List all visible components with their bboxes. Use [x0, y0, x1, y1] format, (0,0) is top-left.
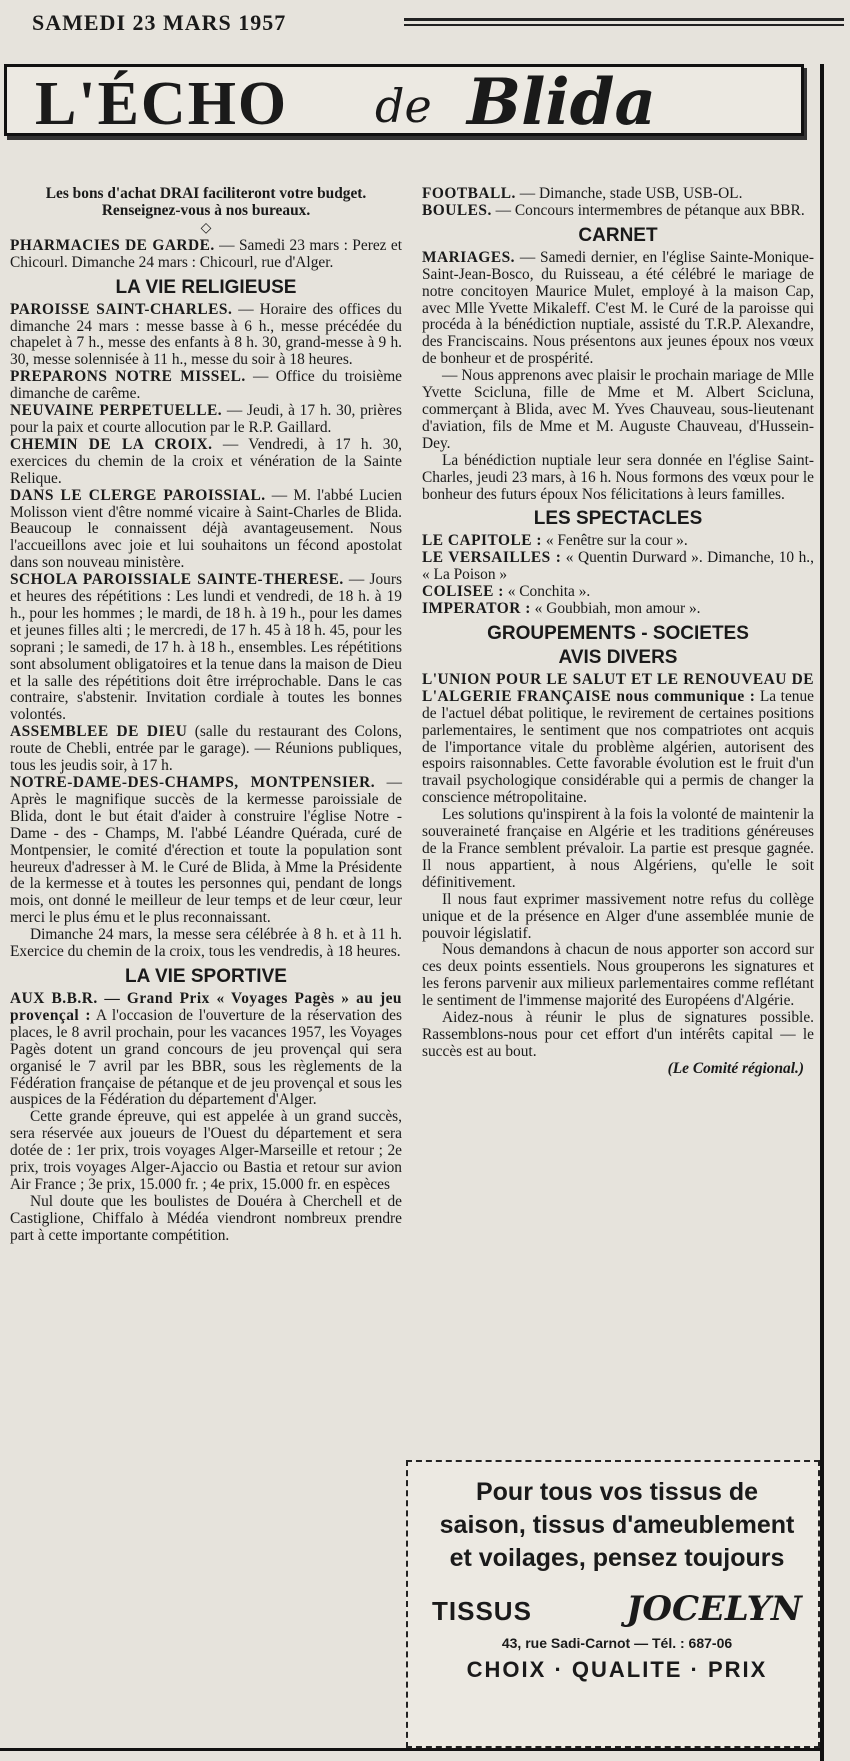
ad-address: 43, rue Sadi-Carnot — Tél. : 687-06: [501, 1635, 733, 1651]
masthead: [4, 64, 804, 140]
carnet-mariages: MARIAGES. — Samedi dernier, en l'église Sainte-Monique-Saint-Jean-Bosco, du Ruisseau, a été célébré le mariage de notre concitoyen Maurice Mulet, employé à la maison Cap, avec Mlle Yvette Mikaleff. C'est M. le Curé de la paroisse qui procéda à la bénédiction nuptiale, assisté du T.R.P. Alexandre, des Franciscains. Nous présentons aux jeunes époux nos vœux de bonheur et de prospérité.: [422, 248, 814, 368]
article-assemblee: ASSEMBLEE DE DIEU (salle du restaurant des Colons, route de Chebli, entrée par le garage). — Réunions publiques, tous les jeudis soir, à 17 h.: [10, 723, 402, 775]
communique-demande: Nous demandons à chacun de nous apporter son accord sur ces deux points essentiels. Nous grouperons les signatures et les ferons parvenir aux milieux parlementaires comme reflétant le sentiment de l'immense majorité des Européens d'Algérie.: [422, 941, 814, 1010]
communique-signature: (Le Comité régional.): [667, 1059, 804, 1077]
ad-inner: [432, 1476, 802, 1683]
communique-aidez: Aidez-nous à réunir le plus de signatures possible. Rassemblons-nous pour cet effort d'un intérêts capital — le succès est au bout.: [422, 1009, 814, 1060]
article-missel: PREPARONS NOTRE MISSEL. — Office du troisième dimanche de carême.: [10, 368, 402, 403]
spectacle-colisee: COLISEE : « Conchita ».: [422, 583, 591, 601]
ad-headline: Pour tous vos tissus de saison, tissus d'ameublement et voilages, pensez toujours: [439, 1478, 795, 1572]
article-schola: SCHOLA PAROISSIALE SAINTE-THERESE. — Jours et heures des répétitions : Les lundi et vendredi, de 18 h. à 19 h., pour les hommes ; le mardi, de 18 h. à 19 h., pour les dames et jeunes filles alti ; le mercredi, de 17 h. 45 à 18 h. 45, pour les soprani ; le samedi, de 17 h. à 18 h., ensembles. Les répétitions sont absolument obligatoires et la tenue dans la maison de Dieu et la salle des répétitions doit être irréprochable. Dans le cas contraire, s'abstenir. Invitation cordiale à toutes les bonnes volontés.: [10, 571, 402, 724]
article-dimanche: Dimanche 24 mars, la messe sera célébrée à 8 h. et à 11 h. Exercice du chemin de la croix, tous les vendredis, à 18 heures.: [10, 926, 402, 961]
drai-notice: Les bons d'achat DRAI faciliteront votre budget. Renseignez-vous à nos bureaux.: [45, 185, 367, 219]
dateline: SAMEDI 23 MARS 1957: [32, 10, 287, 35]
masthead-de: de: [375, 79, 432, 133]
article-paroisse: PAROISSE SAINT-CHARLES. — Horaire des offices du dimanche 24 mars : messe basse à 6 h., messe précédée du chapelet à 7 h., messe des enfants à 8 h. 30, grand-messe à 9 h. 30, messe solennisée à 11 h., messe du soir à 18 heures.: [10, 300, 402, 369]
ad-brand-jocelyn: JOCELYN: [626, 1589, 802, 1629]
section-spectacles: LES SPECTACLES: [533, 508, 703, 530]
pharmacies: PHARMACIES DE GARDE. — Samedi 23 mars : Perez et Chicourl. Dimanche 24 mars : Chicourl, rue d'Alger.: [10, 236, 402, 271]
diamond-ornament: ◇: [200, 220, 212, 236]
spectacle-imperator: IMPERATOR : « Goubbiah, mon amour ».: [422, 600, 701, 618]
article-bbr: AUX B.B.R. — Grand Prix « Voyages Pagès » au jeu provençal : A l'occasion de l'ouverture de la réservation des places, le 8 avril prochain, pour les vacances 1957, les Voyages Pagès dotent un grand concours de jeu provençal qui sera organisé le 7 avril par les BBR, sous les règlements de la Fédération française de pétanque et de jeu provençal et sous les auspices de la Fédération du département d'Alger.: [10, 989, 403, 1109]
article-clerge: DANS LE CLERGE PAROISSIAL. — M. l'abbé Lucien Molisson vient d'être nommé vicaire à Saint-Charles de Blida. Beaucoup le connaissent déjà avantageusement. Nous l'accueillons avec joie et lui souhaitons un fécond apostolat dans son nouveau ministère.: [10, 486, 402, 572]
ad-brand: [432, 1589, 802, 1629]
pharmacies-title: PHARMACIES DE GARDE.: [10, 236, 215, 254]
section-groupements: GROUPEMENTS - SOCIETES: [487, 622, 749, 644]
spectacle-versailles: LE VERSAILLES : « Quentin Durward ». Dimanche, 10 h., « La Poison »: [422, 549, 814, 584]
section-vie-sportive: LA VIE SPORTIVE: [125, 965, 287, 987]
article-boulistes: Nul doute que les boulistes de Douéra à Cherchell et de Castiglione, Chiffalo à Médéa viendront nombreux prendre part à cette importante compétition.: [10, 1192, 402, 1244]
spectacle-capitole: LE CAPITOLE : « Fenêtre sur la cour ».: [422, 532, 688, 550]
article-neuvaine: NEUVAINE PERPETUELLE. — Jeudi, à 17 h. 30, prières pour la paix et courte allocution par le R.P. Gaillard.: [10, 402, 402, 436]
ad-tagline: CHOIX · QUALITE · PRIX: [466, 1657, 768, 1682]
carnet-benediction: La bénédiction nuptiale leur sera donnée en l'église Saint-Charles, jeudi 23 mars, à 16 h. Nous formons des vœux pour le bonheur des futurs époux Nos félicitations à leurs familles.: [422, 451, 814, 503]
article-notre-dame: NOTRE-DAME-DES-CHAMPS, MONTPENSIER. — Après le magnifique succès de la kermesse paroissiale de Blida, dont le but était d'aider à construire l'église Notre - Dame - des - Champs, M. l'abbé Léandre Quérada, curé de Montpensier, le comité d'érection et toute la population sont heureux d'adresser à M. le Curé de Blida, à Mme la Présidente de la kermesse et à toutes les personnes qui, pendant de longs mois, ont donné le meilleur de leur temps et de leur cœur, leur merci le plus ému et le plus reconnaissant.: [10, 774, 402, 927]
masthead-blida: Blida: [467, 65, 656, 140]
section-vie-religieuse: LA VIE RELIGIEUSE: [115, 276, 297, 298]
dateline-rule: [404, 18, 844, 26]
masthead-echo: L'ÉCHO: [35, 70, 289, 138]
communique-refus: Il nous faut exprimer massivement notre refus du collège unique et de la présence en Alger d'une assemblée munie de pouvoir législatif.: [422, 890, 814, 942]
right-column: [422, 186, 814, 1078]
section-carnet: CARNET: [578, 224, 658, 246]
article-epreuve: Cette grande épreuve, qui est appelée à un grand succès, sera réservée aux joueurs de l'Ouest du département et sera dotée de : 1er prix, trois voyages Alger-Marseille et retour ; 2e prix, trois voyages Alger-Ajaccio ou Bastia et retour sur avion Air France ; 3e prix, 15.000 fr. ; 4e prix, 15.000 fr. en espèces: [10, 1108, 402, 1193]
section-avis-divers: AVIS DIVERS: [558, 646, 678, 668]
advertisement-jocelyn: [406, 1460, 820, 1748]
communique-solutions: Les solutions qu'inspirent à la fois la volonté de maintenir la souveraineté française en Algérie et les traditions généreuses de la France semblent prévaloir. La partie est presque gagnée. Il nous appartient, à nous Algériens, qu'elle le soit définitivement.: [422, 806, 814, 891]
ad-brand-tissus: TISSUS: [432, 1596, 532, 1626]
communique-union: L'UNION POUR LE SALUT ET LE RENOUVEAU DE L'ALGERIE FRANÇAISE nous communique : La tenue de l'actuel débat politique, le revirement de certaines positions parlementaires, le sentiment que nos compatriotes ont acquis de l'importance vitale du problème algérien, autorisent des espoirs raisonnables. Cette favorable évolution est le fruit d'un travail psychologique considérable qui a permis de changer la conscience métropolitaine.: [422, 670, 814, 807]
column-rule: [820, 64, 824, 1761]
carnet-prochain-mariage: — Nous apprenons avec plaisir le prochain mariage de Mlle Yvette Scicluna, fille de Mme et M. Albert Scicluna, commerçant à Blida, avec M. Yves Chauveau, sous-lieutenant d'aviation, fils de Mme et M. Auguste Chauveau, d'Hussein-Dey.: [422, 367, 814, 452]
bottom-rule: [0, 1748, 820, 1751]
article-chemin-croix: CHEMIN DE LA CROIX. — Vendredi, à 17 h. 30, exercices du chemin de la croix et vénération de la Sainte Relique.: [10, 435, 403, 487]
sport-football: FOOTBALL. — Dimanche, stade USB, USB-OL.: [422, 185, 743, 202]
sport-boules: BOULES. — Concours intermembres de pétanque aux BBR.: [422, 201, 805, 219]
left-column: [10, 186, 402, 1245]
